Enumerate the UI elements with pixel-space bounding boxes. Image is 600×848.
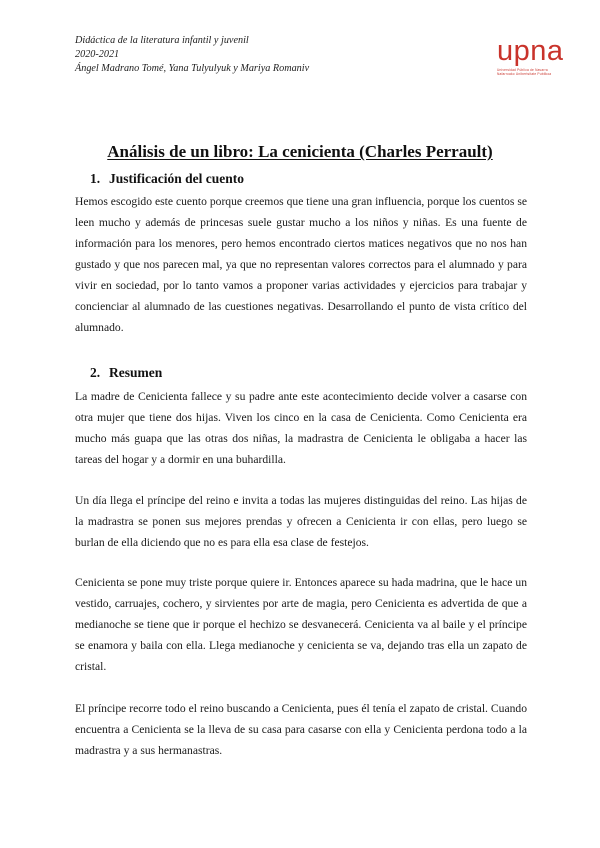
header-year: 2020-2021 — [75, 49, 120, 60]
upna-logo — [497, 35, 577, 76]
section-title: Justificación del cuento — [109, 171, 244, 186]
paragraph-resumen-4: El príncipe recorre todo el reino buscando a Cenicienta, pues él tenía el zapato de cristal. Cuando encuentra a Cenicienta se la lleva de su casa para casarse con ella y Cenicienta perdona todo a la madrastra y a sus hermanastras. — [75, 702, 527, 757]
logo-subtitle-1: Universidad Pública de Navarra — [497, 68, 548, 72]
section-title: Resumen — [109, 365, 163, 380]
header-course: Didáctica de la literatura infantil y juvenil — [75, 35, 249, 46]
header-authors: Ángel Madrano Tomé, Yana Tulyulyuk y Mariya Romaniv — [75, 63, 310, 74]
section-number: 2. — [90, 365, 101, 380]
paragraph-resumen-1: La madre de Cenicienta fallece y su padre ante este acontecimiento decide volver a casarse con otra mujer que tiene dos hijas. Viven los cinco en la casa de Cenicienta. Como Cenicienta era mucho más guapa que las otras dos niñas, la madrastra de Cenicienta le obligaba a hacer las tareas del hogar y a dormir en una buhardilla. — [75, 390, 527, 466]
section-number: 1. — [90, 171, 101, 186]
paragraph-justificacion: Hemos escogido este cuento porque creemos que tiene una gran influencia, porque los cuentos se leen mucho y además de princesas suele gustar mucho a los niños y niñas. Es una fuente de información para los menores, pero hemos encontrado ciertos matices negativos que no nos han gustado y que nos parecen mal, ya que no representan valores correctos para el alumnado y para vivir en sociedad, por lo tanto vamos a proponer varias actividades y ejercicios para trabajar y concienciar al alumnado de las cuestiones negativas. Desarrollando el punto de vista crítico del alumnado. — [75, 195, 527, 334]
section-heading-justificacion — [90, 171, 244, 187]
paragraph-resumen-2: Un día llega el príncipe del reino e invita a todas las mujeres distinguidas del reino. Las hijas de la madrastra se ponen sus mejores prendas y ofrecen a Cenicienta ir con ellas, pero luego se burlan de ella diciendo que no es para ella esa clase de festejos. — [75, 494, 527, 549]
section-heading-resumen — [90, 365, 162, 381]
document-title: Análisis de un libro: La cenicienta (Charles Perrault) — [107, 142, 493, 161]
logo-wordmark: upna — [497, 35, 564, 67]
paragraph-resumen-3: Cenicienta se pone muy triste porque quiere ir. Entonces aparece su hada madrina, que le hace un vestido, carruajes, cochero, y sirvientes por arte de magia, pero Cenicienta es advertida de que a medianoche se tiene que ir porque el hechizo se desvanecerá. Cenicienta va al baile y el príncipe se enamora y baila con ella. Llega medianoche y cenicienta se va, dejando tras ella un zapato de cristal. — [75, 576, 527, 673]
page-header — [75, 34, 309, 76]
logo-subtitle-2: Nafarroako Unibertsitate Publikoa — [497, 72, 552, 76]
